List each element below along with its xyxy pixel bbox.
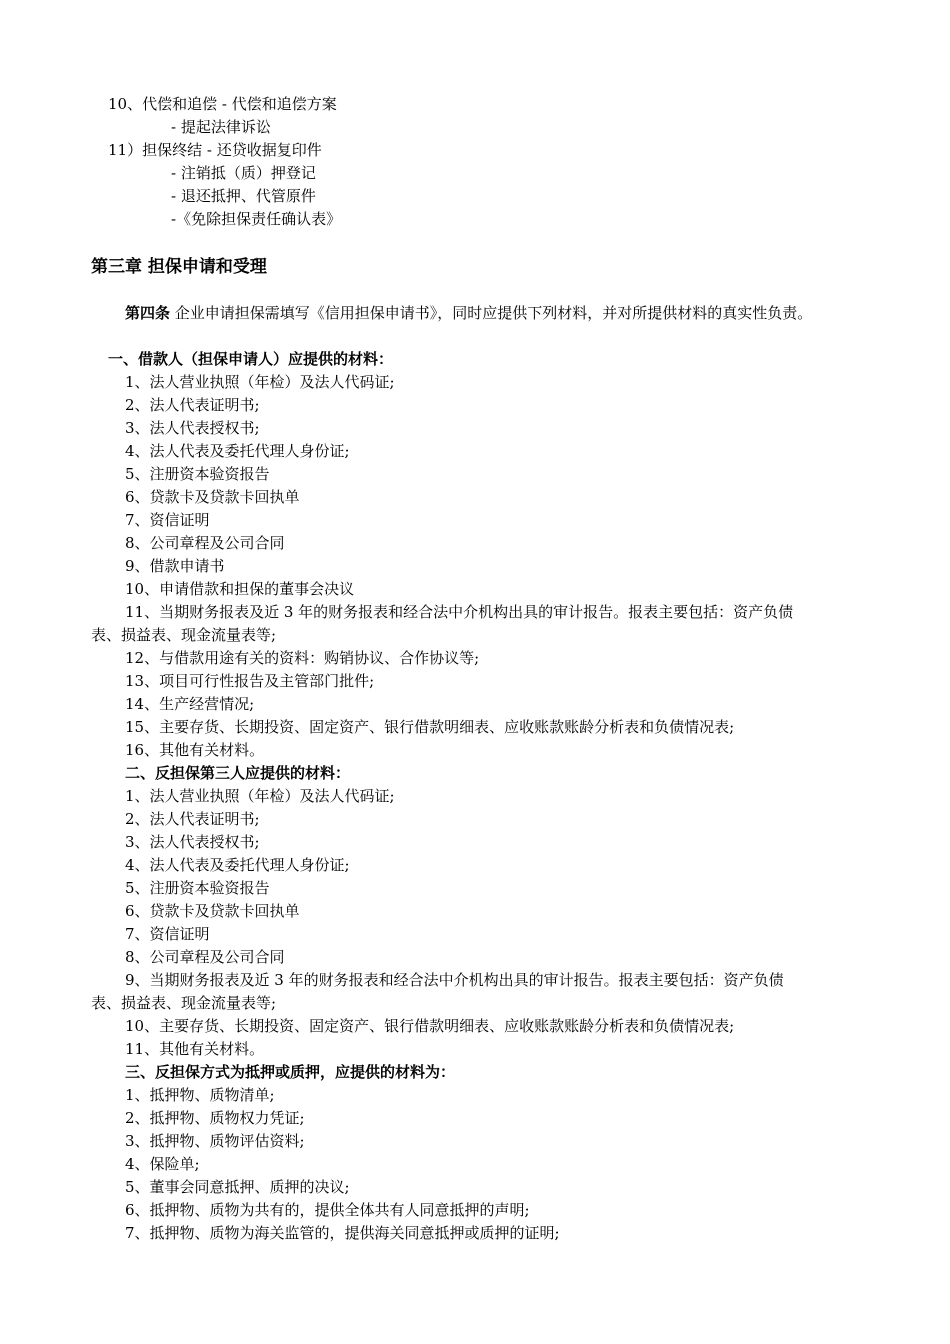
list-item: 3、法人代表授权书; — [125, 419, 260, 437]
list-item: 2、抵押物、质物权力凭证; — [125, 1109, 305, 1127]
list-item: 3、法人代表授权书; — [125, 833, 260, 851]
article-text: 企业申请担保需填写《信用担保申请书》，同时应提供下列材料，并对所提供材料的真实性负责。 — [170, 304, 813, 322]
list-item-continued: 表、损益表、现金流量表等; — [91, 626, 277, 644]
list-item: 2、法人代表证明书; — [125, 396, 260, 414]
list-item: 1、法人营业执照（年检）及法人代码证; — [125, 787, 395, 805]
list-item: 3、抵押物、质物评估资料; — [125, 1132, 305, 1150]
list-item: 5、注册资本验资报告 — [125, 879, 270, 897]
list-item: 5、董事会同意抵押、质押的决议; — [125, 1178, 350, 1196]
list-item: 15、主要存货、长期投资、固定资产、银行借款明细表、应收账款账龄分析表和负债情况表; — [125, 718, 735, 736]
list-item: 16、其他有关材料。 — [125, 741, 265, 759]
list-item: 2、法人代表证明书; — [125, 810, 260, 828]
list-item: 7、资信证明 — [125, 925, 210, 943]
article-label: 第四条 — [125, 304, 171, 322]
list-item: 8、公司章程及公司合同 — [125, 948, 285, 966]
section1-heading: 一、借款人（担保申请人）应提供的材料： — [108, 350, 394, 368]
intro-line-2: - 提起法律诉讼 — [171, 118, 271, 136]
list-item: 10、申请借款和担保的董事会决议 — [125, 580, 355, 598]
list-item: 4、法人代表及委托代理人身份证; — [125, 856, 350, 874]
intro-line-4: - 注销抵（质）押登记 — [171, 164, 316, 182]
list-item: 7、抵押物、质物为海关监管的，提供海关同意抵押或质押的证明; — [125, 1224, 560, 1242]
list-item: 13、项目可行性报告及主管部门批件; — [125, 672, 375, 690]
intro-line-6: -《免除担保责任确认表》 — [171, 210, 342, 228]
intro-line-3: 11）担保终结 - 还贷收据复印件 — [108, 141, 322, 159]
list-item-continued: 表、损益表、现金流量表等; — [91, 994, 277, 1012]
list-item: 6、贷款卡及贷款卡回执单 — [125, 488, 300, 506]
list-item: 4、法人代表及委托代理人身份证; — [125, 442, 350, 460]
list-item: 14、生产经营情况; — [125, 695, 255, 713]
list-item: 11、其他有关材料。 — [125, 1040, 265, 1058]
list-item: 9、借款申请书 — [125, 557, 225, 575]
chapter-title: 第三章 担保申请和受理 — [91, 257, 267, 277]
section2-heading: 二、反担保第三人应提供的材料： — [125, 764, 351, 782]
list-item: 1、法人营业执照（年检）及法人代码证; — [125, 373, 395, 391]
list-item: 6、贷款卡及贷款卡回执单 — [125, 902, 300, 920]
list-item: 10、主要存货、长期投资、固定资产、银行借款明细表、应收账款账龄分析表和负债情况表; — [125, 1017, 735, 1035]
list-item: 9、当期财务报表及近 3 年的财务报表和经合法中介机构出具的审计报告。报表主要包括：资产负债 — [125, 971, 784, 989]
intro-line-1: 10、代偿和追偿 - 代偿和追偿方案 — [108, 95, 337, 113]
list-item: 12、与借款用途有关的资料：购销协议、合作协议等; — [125, 649, 480, 667]
list-item: 6、抵押物、质物为共有的，提供全体共有人同意抵押的声明; — [125, 1201, 530, 1219]
list-item: 1、抵押物、质物清单; — [125, 1086, 275, 1104]
list-item: 5、注册资本验资报告 — [125, 465, 270, 483]
intro-line-5: - 退还抵押、代管原件 — [171, 187, 316, 205]
section3-heading: 三、反担保方式为抵押或质押，应提供的材料为： — [125, 1063, 456, 1081]
list-item: 8、公司章程及公司合同 — [125, 534, 285, 552]
list-item: 4、保险单; — [125, 1155, 200, 1173]
article-paragraph — [91, 302, 861, 325]
list-item: 11、当期财务报表及近 3 年的财务报表和经合法中介机构出具的审计报告。报表主要包括：资产负债 — [125, 603, 794, 621]
list-item: 7、资信证明 — [125, 511, 210, 529]
